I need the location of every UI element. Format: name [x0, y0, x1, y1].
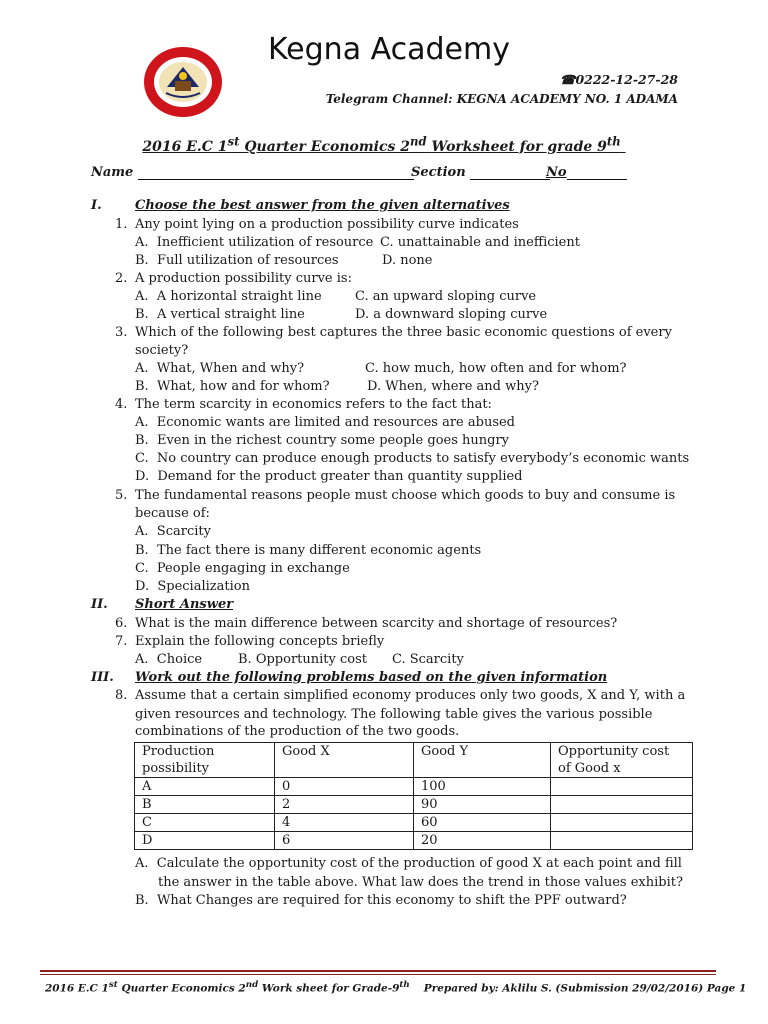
q3-text-line-2: society? — [135, 343, 189, 358]
q4-option-d: D. Demand for the product greater than quantity supplied — [135, 469, 523, 484]
table-header-cell: Good Y — [414, 743, 551, 778]
q8-part-b: B. What Changes are required for this economy to shift the PPF outward? — [135, 893, 627, 908]
table-header-cell: Good X — [275, 743, 414, 778]
q3-option-a: A. What, When and why? — [135, 361, 305, 376]
name-field — [91, 165, 414, 180]
q1-option-a: A. Inefficient utilization of resource — [135, 235, 374, 250]
name-blank — [138, 165, 414, 180]
q3-number: 3. — [115, 325, 128, 340]
table-cell: 6 — [275, 832, 414, 850]
number-label: No — [546, 165, 567, 180]
section-2-numeral: II. — [91, 597, 108, 612]
table-row — [135, 796, 693, 814]
table-cell — [551, 796, 693, 814]
section-blank — [470, 165, 550, 180]
table-cell: 60 — [414, 814, 551, 832]
q1-number: 1. — [115, 217, 128, 232]
table-cell: D — [135, 832, 275, 850]
q2-option-c: C. an upward sloping curve — [355, 289, 537, 304]
table-row — [135, 832, 693, 850]
q5-text-line-1: The fundamental reasons people must choose which goods to buy and consume is — [135, 488, 676, 503]
table-header-cell: Opportunity cost of Good x — [551, 743, 693, 778]
table-cell: 2 — [275, 796, 414, 814]
q5-option-a: A. Scarcity — [135, 524, 211, 539]
footer-rule-thin — [40, 974, 716, 975]
table-cell: C — [135, 814, 275, 832]
section-1-numeral: I. — [91, 198, 102, 213]
table-header-row — [135, 743, 693, 778]
number-field — [546, 165, 627, 180]
production-possibility-table — [134, 742, 693, 850]
q7-option-b: B. Opportunity cost — [238, 652, 367, 667]
q5-number: 5. — [115, 488, 128, 503]
q2-number: 2. — [115, 271, 128, 286]
table-cell — [551, 832, 693, 850]
name-label: Name — [91, 165, 134, 180]
q3-option-d: D. When, where and why? — [367, 379, 539, 394]
q3-option-c: C. how much, how often and for whom? — [365, 361, 627, 376]
school-name: Kegna Academy — [268, 32, 510, 67]
q2-option-b: B. A vertical straight line — [135, 307, 305, 322]
q4-option-b: B. Even in the richest country some people goes hungry — [135, 433, 510, 448]
q8-text-line-2: given resources and technology. The following table gives the various possible — [135, 707, 653, 722]
q1-option-d: D. none — [382, 253, 433, 268]
q5-text-line-2: because of: — [135, 506, 210, 521]
q4-number: 4. — [115, 397, 128, 412]
worksheet-title: 2016 E.C 1st Quarter Economics 2nd Worksheet for grade 9th — [142, 134, 621, 155]
q8-part-a-line-2: the answer in the table above. What law does the trend in those values exhibit? — [158, 875, 683, 890]
table-cell — [551, 778, 693, 796]
table-cell: 4 — [275, 814, 414, 832]
q8-text-line-3: combinations of the production of the two goods. — [135, 724, 460, 739]
footer-rule — [40, 970, 716, 972]
q5-option-d: D. Specialization — [135, 579, 250, 594]
footer-prepared-by: Prepared by: Aklilu S. (Submission 29/02/2016) Page 1 — [423, 982, 747, 995]
section-field — [411, 165, 550, 180]
q5-option-b: B. The fact there is many different economic agents — [135, 543, 482, 558]
table-row — [135, 814, 693, 832]
section-2-heading: Short Answer — [135, 597, 234, 612]
q7-option-a: A. Choice — [135, 652, 203, 667]
q1-option-c: C. unattainable and inefficient — [380, 235, 580, 250]
q3-option-b: B. What, how and for whom? — [135, 379, 330, 394]
q7-option-c: C. Scarcity — [392, 652, 464, 667]
q2-option-d: D. a downward sloping curve — [355, 307, 548, 322]
table-header-cell: Production possibility — [135, 743, 275, 778]
q7-number: 7. — [115, 634, 128, 649]
q2-text: A production possibility curve is: — [135, 271, 352, 286]
table-cell: 100 — [414, 778, 551, 796]
table-cell: 20 — [414, 832, 551, 850]
q4-option-a: A. Economic wants are limited and resources are abused — [135, 415, 516, 430]
table-cell — [551, 814, 693, 832]
table-cell: 0 — [275, 778, 414, 796]
q4-option-c: C. No country can produce enough products to satisfy everybody’s economic wants — [135, 451, 690, 466]
table-row — [135, 778, 693, 796]
q6-number: 6. — [115, 616, 128, 631]
q6-text: What is the main difference between scarcity and shortage of resources? — [135, 616, 618, 631]
table-cell: B — [135, 796, 275, 814]
table-cell: 90 — [414, 796, 551, 814]
section-3-numeral: III. — [91, 670, 114, 685]
q2-option-a: A. A horizontal straight line — [135, 289, 322, 304]
phone-number: ☎0222-12-27-28 — [559, 72, 678, 87]
section-label: Section — [411, 165, 466, 180]
q8-number: 8. — [115, 688, 128, 703]
q8-part-a-line-1: A. Calculate the opportunity cost of the production of good X at each point and fill — [135, 856, 682, 871]
q7-text: Explain the following concepts briefly — [135, 634, 385, 649]
q5-option-c: C. People engaging in exchange — [135, 561, 350, 576]
page-footer: 2016 E.C 1st Quarter Economics 2nd Work sheet for Grade-9th Prepared by: Aklilu S. (Submission 29/02/2016) Page 1 — [45, 980, 747, 995]
telegram-channel: Telegram Channel: KEGNA ACADEMY NO. 1 ADAMA — [325, 92, 678, 106]
school-logo — [142, 45, 224, 119]
section-1-heading: Choose the best answer from the given alternatives — [135, 198, 510, 213]
q1-text: Any point lying on a production possibility curve indicates — [135, 217, 519, 232]
number-blank — [567, 165, 627, 180]
section-3-heading: Work out the following problems based on the given information — [135, 670, 608, 685]
q8-text-line-1: Assume that a certain simplified economy produces only two goods, X and Y, with a — [135, 688, 686, 703]
q4-text: The term scarcity in economics refers to the fact that: — [135, 397, 492, 412]
q3-text-line-1: Which of the following best captures the three basic economic questions of every — [135, 325, 672, 340]
q1-option-b: B. Full utilization of resources — [135, 253, 339, 268]
table-cell: A — [135, 778, 275, 796]
phone-icon: ☎ — [559, 72, 576, 87]
